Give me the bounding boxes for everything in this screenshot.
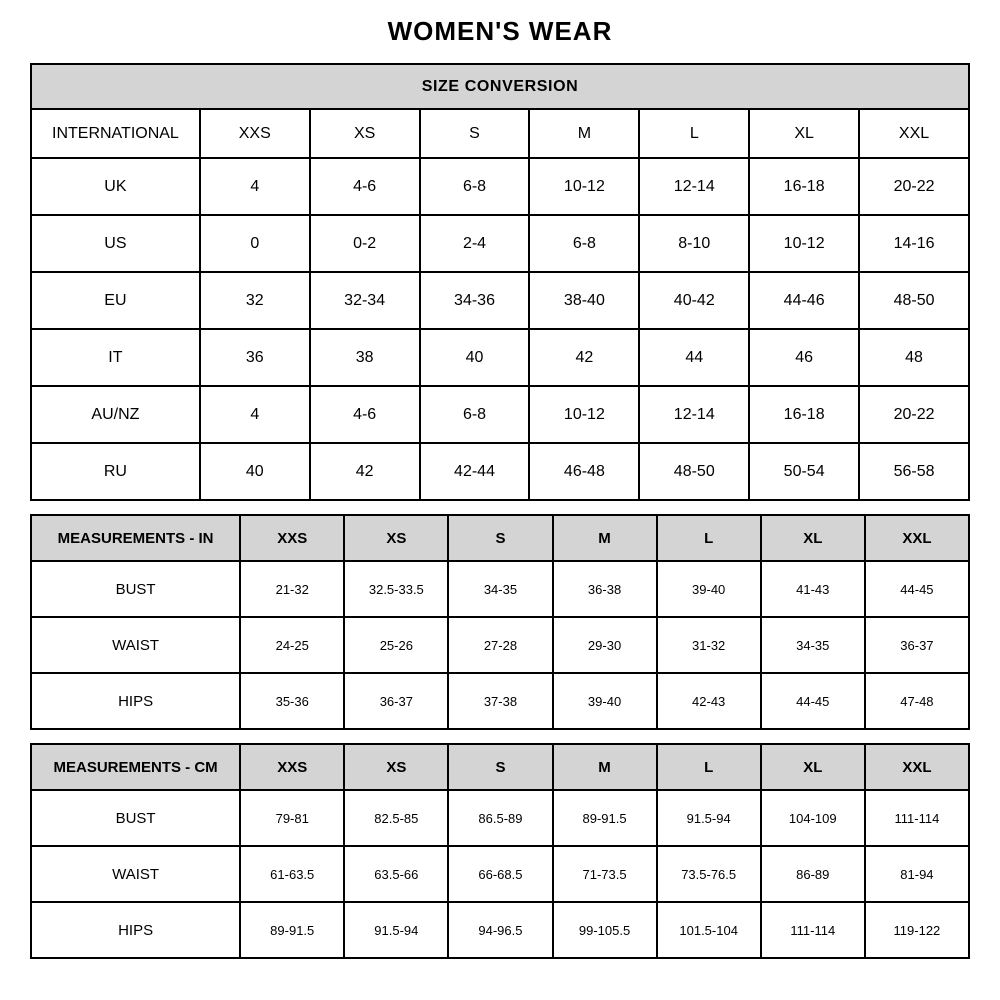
corner-header: MEASUREMENTS - CM [31, 744, 240, 790]
table-cell: 32 [200, 272, 310, 329]
table-cell: 2-4 [420, 215, 530, 272]
column-header: XL [761, 515, 865, 561]
table-cell: 48-50 [639, 443, 749, 500]
row-label: WAIST [31, 617, 240, 673]
table-cell: 71-73.5 [553, 846, 657, 902]
table-cell: 4 [200, 158, 310, 215]
table-cell: 89-91.5 [553, 790, 657, 846]
table-cell: 10-12 [529, 158, 639, 215]
table-cell: 46 [749, 329, 859, 386]
page-title: WOMEN'S WEAR [387, 16, 613, 46]
column-header: XS [344, 744, 448, 790]
table-title-row [31, 64, 969, 109]
table-cell: 40-42 [639, 272, 749, 329]
table-cell: 36-37 [865, 617, 969, 673]
table-cell: 47-48 [865, 673, 969, 729]
table-cell: 31-32 [657, 617, 761, 673]
table-row [31, 386, 969, 443]
table-cell: 10-12 [529, 386, 639, 443]
row-label: BUST [31, 790, 240, 846]
table-cell: 40 [420, 329, 530, 386]
table-cell: 42 [529, 329, 639, 386]
table-cell: 29-30 [553, 617, 657, 673]
table-cell: 34-36 [420, 272, 530, 329]
table-cell: 94-96.5 [448, 902, 552, 958]
table-cell: 44-45 [761, 673, 865, 729]
column-header: XXS [240, 515, 344, 561]
table-cell: 27-28 [448, 617, 552, 673]
table-cell: 44 [639, 329, 749, 386]
table-cell: 32.5-33.5 [344, 561, 448, 617]
table-row [31, 329, 969, 386]
table-cell: 119-122 [865, 902, 969, 958]
table-row [31, 846, 969, 902]
table-cell: 66-68.5 [448, 846, 552, 902]
table-cell: 50-54 [749, 443, 859, 500]
table-cell: 37-38 [448, 673, 552, 729]
table-header-row [31, 744, 969, 790]
table-cell: 38 [310, 329, 420, 386]
row-label: WAIST [31, 846, 240, 902]
column-header: XXS [200, 109, 310, 158]
table-cell: 0-2 [310, 215, 420, 272]
table-cell: 20-22 [859, 386, 969, 443]
table-title: SIZE CONVERSION [31, 64, 969, 109]
table-row [31, 272, 969, 329]
table-cell: 42 [310, 443, 420, 500]
table-cell: 35-36 [240, 673, 344, 729]
table-row [31, 443, 969, 500]
table-cell: 4 [200, 386, 310, 443]
table-row [31, 158, 969, 215]
table-cell: 82.5-85 [344, 790, 448, 846]
table-row [31, 617, 969, 673]
measurements-cm-table [30, 743, 970, 959]
table-cell: 111-114 [865, 790, 969, 846]
table-cell: 32-34 [310, 272, 420, 329]
table-cell: 6-8 [420, 386, 530, 443]
table-cell: 0 [200, 215, 310, 272]
table-cell: 48-50 [859, 272, 969, 329]
column-header: L [657, 744, 761, 790]
column-header: XXL [865, 515, 969, 561]
table-cell: 16-18 [749, 158, 859, 215]
table-header-row [31, 515, 969, 561]
table-row [31, 673, 969, 729]
table-cell: 91.5-94 [344, 902, 448, 958]
table-cell: 79-81 [240, 790, 344, 846]
corner-header: MEASUREMENTS - IN [31, 515, 240, 561]
table-cell: 36-38 [553, 561, 657, 617]
column-header: XS [310, 109, 420, 158]
table-row [31, 561, 969, 617]
table-cell: 8-10 [639, 215, 749, 272]
column-header: L [657, 515, 761, 561]
column-header: M [553, 744, 657, 790]
table-cell: 6-8 [529, 215, 639, 272]
table-cell: 46-48 [529, 443, 639, 500]
row-label: HIPS [31, 902, 240, 958]
table-cell: 101.5-104 [657, 902, 761, 958]
column-header: XL [749, 109, 859, 158]
table-cell: 12-14 [639, 158, 749, 215]
table-cell: 42-43 [657, 673, 761, 729]
table-cell: 73.5-76.5 [657, 846, 761, 902]
table-cell: 81-94 [865, 846, 969, 902]
row-label: AU/NZ [31, 386, 200, 443]
table-cell: 42-44 [420, 443, 530, 500]
column-header: XXS [240, 744, 344, 790]
row-label: US [31, 215, 200, 272]
row-label: UK [31, 158, 200, 215]
table-cell: 86-89 [761, 846, 865, 902]
row-label: RU [31, 443, 200, 500]
table-cell: 40 [200, 443, 310, 500]
table-cell: 61-63.5 [240, 846, 344, 902]
table-cell: 39-40 [553, 673, 657, 729]
table-row [31, 790, 969, 846]
table-cell: 21-32 [240, 561, 344, 617]
table-cell: 4-6 [310, 158, 420, 215]
table-cell: 36 [200, 329, 310, 386]
table-cell: 41-43 [761, 561, 865, 617]
column-header: XL [761, 744, 865, 790]
column-header: XXL [859, 109, 969, 158]
column-header: S [448, 515, 552, 561]
table-cell: 39-40 [657, 561, 761, 617]
column-header: L [639, 109, 749, 158]
column-header: M [529, 109, 639, 158]
table-cell: 63.5-66 [344, 846, 448, 902]
column-header: M [553, 515, 657, 561]
column-header: XXL [865, 744, 969, 790]
row-label: HIPS [31, 673, 240, 729]
table-cell: 38-40 [529, 272, 639, 329]
table-cell: 6-8 [420, 158, 530, 215]
column-header: XS [344, 515, 448, 561]
table-cell: 99-105.5 [553, 902, 657, 958]
row-label: BUST [31, 561, 240, 617]
table-cell: 104-109 [761, 790, 865, 846]
corner-header: INTERNATIONAL [31, 109, 200, 158]
table-cell: 44-45 [865, 561, 969, 617]
table-cell: 12-14 [639, 386, 749, 443]
table-cell: 91.5-94 [657, 790, 761, 846]
table-cell: 16-18 [749, 386, 859, 443]
table-cell: 48 [859, 329, 969, 386]
measurements-in-table [30, 514, 970, 730]
column-header: S [420, 109, 530, 158]
table-cell: 86.5-89 [448, 790, 552, 846]
table-row [31, 215, 969, 272]
row-label: IT [31, 329, 200, 386]
table-row [31, 902, 969, 958]
table-cell: 36-37 [344, 673, 448, 729]
table-cell: 10-12 [749, 215, 859, 272]
table-cell: 44-46 [749, 272, 859, 329]
table-cell: 89-91.5 [240, 902, 344, 958]
table-cell: 34-35 [761, 617, 865, 673]
table-cell: 14-16 [859, 215, 969, 272]
table-cell: 25-26 [344, 617, 448, 673]
table-cell: 20-22 [859, 158, 969, 215]
row-label: EU [31, 272, 200, 329]
table-cell: 4-6 [310, 386, 420, 443]
table-cell: 111-114 [761, 902, 865, 958]
size-conversion-table [30, 63, 970, 501]
table-cell: 24-25 [240, 617, 344, 673]
table-header-row [31, 109, 969, 158]
table-cell: 34-35 [448, 561, 552, 617]
column-header: S [448, 744, 552, 790]
table-cell: 56-58 [859, 443, 969, 500]
